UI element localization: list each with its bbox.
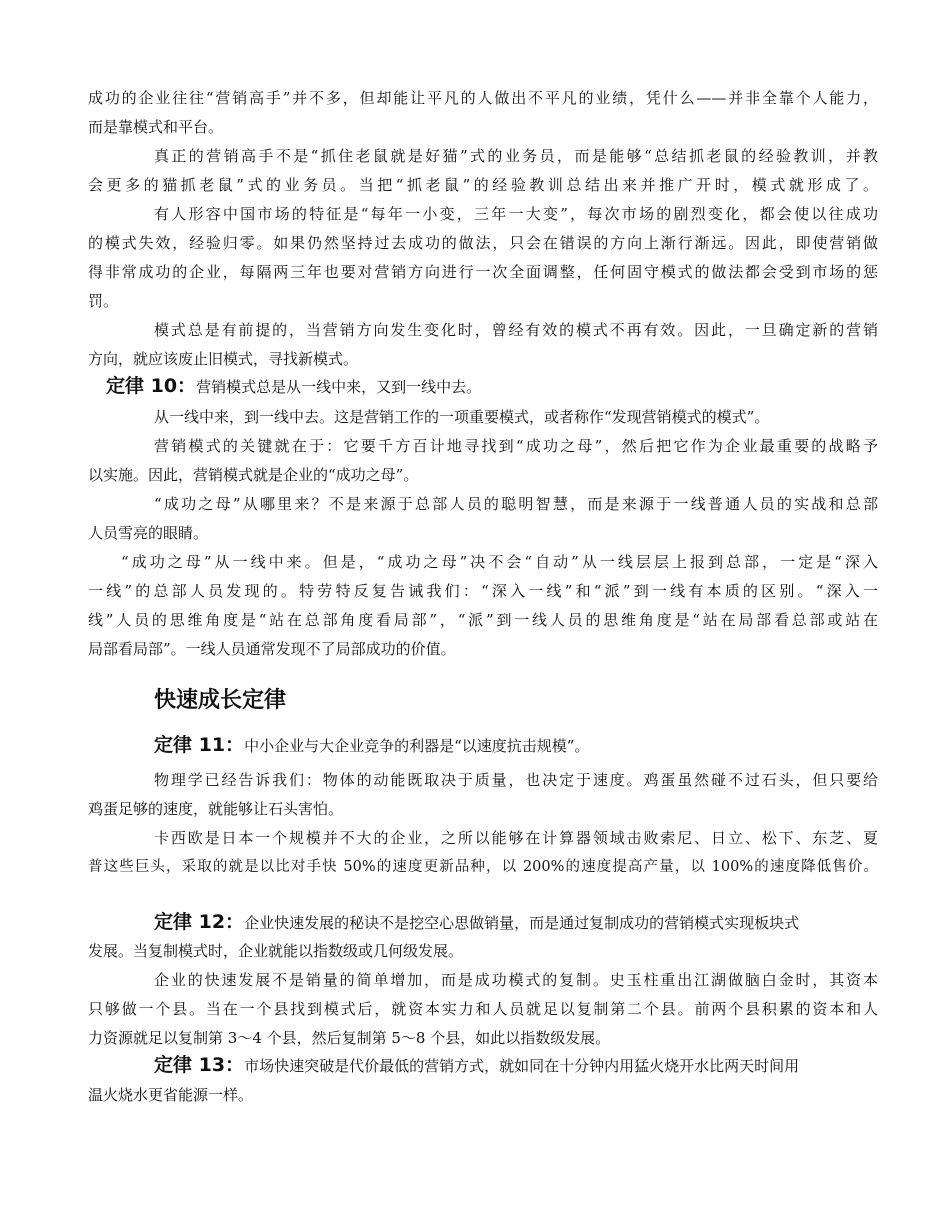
paragraph-line: 以实施。因此，营销模式就是企业的“成功之母”。 (88, 466, 419, 484)
paragraph-line: 罚。 (88, 292, 119, 310)
law-10 (106, 374, 481, 399)
law-12-text: 企业快速发展的秘诀不是挖空心思做销量，而是通过复制成功的营销模式实现板块式 (244, 914, 800, 932)
paragraph-line: “成功之母”从一线中来。但是，“成功之母”决不会“自动”从一线层层上报到总部，一定是“深入 (121, 553, 878, 571)
paragraph-line: 卡西欧是日本一个规模并不大的企业，之所以能够在计算器领域击败索尼、日立、松下、东芝、夏 (154, 829, 878, 847)
paragraph-line: 的模式失效，经验归零。如果仍然坚持过去成功的做法，只会在错误的方向上渐行渐远。因此，即使营销做 (88, 234, 878, 252)
paragraph-line: “成功之母”从哪里来？不是来源于总部人员的聪明智慧，而是来源于一线普通人员的实战和总部 (154, 495, 878, 513)
paragraph-line: 有人形容中国市场的特征是“每年一小变，三年一大变”，每次市场的剧烈变化，都会使以往成功 (154, 205, 878, 223)
paragraph-line: 普这些巨头，采取的就是以比对手快 50%的速度更新品种，以 200%的速度提高产量，以 100%的速度降低售价。 (88, 859, 878, 875)
law-12 (154, 910, 799, 935)
law-13-label: 定律 13： (154, 1054, 245, 1076)
paragraph-line: 会更多的猫抓老鼠”式的业务员。当把“抓老鼠”的经验教训总结出来并推广开时，模式就形成了。 (88, 176, 878, 194)
law-11 (154, 733, 589, 758)
paragraph-line: 营销模式的关键就在于：它要千方百计地寻找到“成功之母”，然后把它作为企业最重要的战略予 (154, 437, 878, 455)
law-13-text: 市场快速突破是代价最低的营销方式，就如同在十分钟内用猛火烧开水比两天时间用 (244, 1057, 800, 1075)
paragraph-line: 企业的快速发展不是销量的简单增加，而是成功模式的复制。史玉柱重出江湖做脑白金时，其资本 (154, 971, 878, 989)
law-13 (154, 1053, 799, 1078)
paragraph-line: 物理学已经告诉我们：物体的动能既取决于质量，也决定于速度。鸡蛋虽然碰不过石头，但只要给 (154, 771, 878, 789)
paragraph-line: 人员雪亮的眼睛。 (88, 524, 209, 542)
paragraph-line: 从一线中来，到一线中去。这是营销工作的一项重要模式，或者称作“发现营销模式的模式”。 (154, 408, 770, 426)
law-11-label: 定律 11： (154, 734, 245, 756)
law-10-label: 定律 10： (106, 375, 197, 397)
paragraph-line: 真正的营销高手不是“抓住老鼠就是好猫”式的业务员，而是能够“总结抓老鼠的经验教训，并教 (154, 147, 878, 165)
law-12-label: 定律 12： (154, 911, 245, 933)
paragraph-line: 只够做一个县。当在一个县找到模式后，就资本实力和人员就足以复制第二个县。前两个县积累的资本和人 (88, 1000, 878, 1018)
law-11-text: 中小企业与大企业竞争的利器是“以速度抗击规模”。 (244, 737, 590, 755)
paragraph-line: 鸡蛋足够的速度，就能够让石头害怕。 (88, 800, 344, 818)
paragraph-line: 温火烧水更省能源一样。 (88, 1086, 254, 1104)
paragraph-line: 成功的企业往往“营销高手”并不多，但却能让平凡的人做出不平凡的业绩，凭什么——并非全靠个人能力， (88, 89, 878, 107)
paragraph-line: 力资源就足以复制第 3～4 个县，然后复制第 5～8 个县，如此以指数级发展。 (88, 1029, 611, 1047)
paragraph-line: 得非常成功的企业，每隔两三年也要对营销方向进行一次全面调整，任何固守模式的做法都会受到市场的惩 (88, 263, 878, 281)
paragraph-line: 线”人员的思维角度是“站在总部角度看局部”，“派”到一线人员的思维角度是“站在局部看总部或站在 (88, 611, 878, 629)
paragraph-line: 发展。当复制模式时，企业就能以指数级或几何级发展。 (88, 942, 464, 960)
paragraph-line: 局部看局部”。一线人员通常发现不了局部成功的价值。 (88, 640, 456, 658)
law-10-text: 营销模式总是从一线中来，又到一线中去。 (196, 378, 482, 396)
paragraph-line: 模式总是有前提的，当营销方向发生变化时，曾经有效的模式不再有效。因此，一旦确定新的营销 (154, 321, 878, 339)
paragraph-line: 而是靠模式和平台。 (88, 118, 224, 136)
paragraph-line: 一线”的总部人员发现的。特劳特反复告诫我们：“深入一线”和“派”到一线有本质的区别。“深入一 (88, 582, 878, 600)
paragraph-line: 方向，就应该废止旧模式，寻找新模式。 (88, 350, 359, 368)
section-title: 快速成长定律 (154, 688, 287, 713)
